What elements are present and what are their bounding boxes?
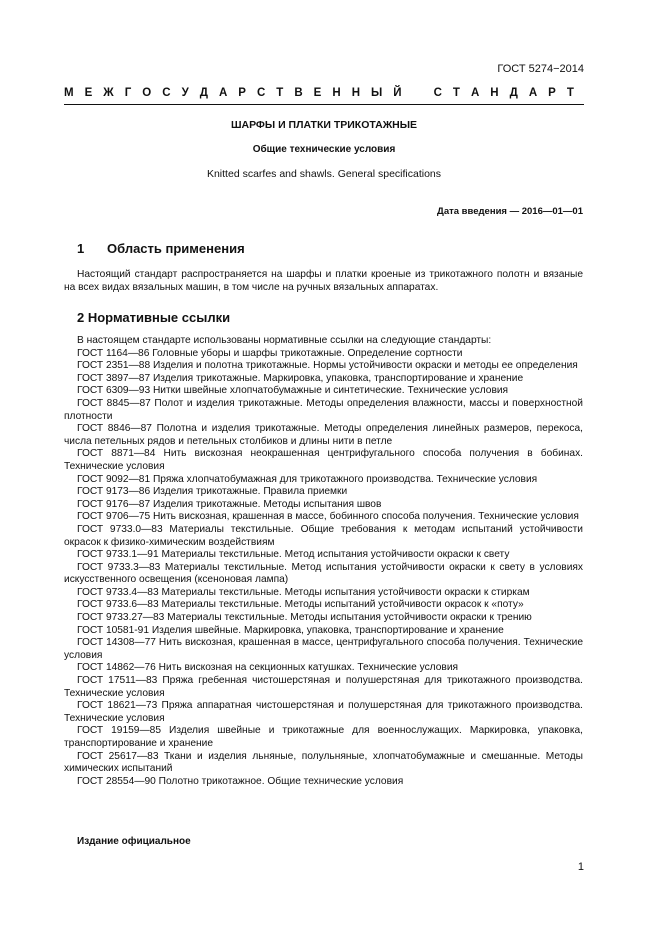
banner-letter: Т: [452, 87, 460, 99]
banner-letter: Т: [566, 87, 574, 99]
banner-letter: Е: [84, 87, 93, 99]
references-intro: В настоящем стандарте использованы нормативные ссылки на следующие стандарты:: [77, 335, 492, 346]
reference-item: ГОСТ 9176—87 Изделия трикотажные. Методы испытания швов: [77, 498, 382, 510]
banner-letter: Д: [509, 87, 518, 99]
reference-item: ГОСТ 14862—76 Нить вискозная на секционных катушках. Технические условия: [77, 662, 459, 674]
banner-letter: Н: [351, 87, 360, 99]
reference-item: ГОСТ 10581-91 Изделия швейные. Маркировка, упаковка, транспортирование и хранение: [77, 624, 504, 636]
banner-letter: У: [181, 87, 189, 99]
banner-letter: Ы: [371, 87, 383, 99]
reference-item: ГОСТ 9733.4—83 Материалы текстильные. Методы испытания устойчивости окраски к стиркам: [77, 586, 530, 598]
reference-item: ГОСТ 3897—87 Изделия трикотажные. Маркировка, упаковка, транспортирование и хранение: [77, 372, 524, 384]
banner-letter: А: [218, 87, 228, 99]
banner-letter: Н: [490, 87, 499, 99]
banner-letter: С: [433, 87, 442, 99]
banner-letter: А: [470, 87, 480, 99]
reference-item: ГОСТ 6309—93 Нитки швейные хлопчатобумажные и синтетические. Технические условия: [77, 385, 509, 397]
section-1-body: [64, 269, 583, 294]
document-subtitle: Общие технические условия: [252, 144, 396, 155]
banner-letter: [413, 87, 423, 99]
reference-item: ГОСТ 17511—83 Пряжа гребенная чистошерстяная и полушерстяная для трикотажного производства. Технические условия: [64, 675, 583, 699]
reference-item: ГОСТ 9173—86 Изделия трикотажные. Правила приемки: [77, 486, 348, 498]
document-code: ГОСТ 5274−2014: [497, 63, 584, 75]
banner-letter: Г: [124, 87, 132, 99]
reference-item: ГОСТ 9733.27—83 Материалы текстильные. Методы испытания устойчивости окраски к трению: [77, 612, 532, 624]
reference-item: ГОСТ 9733.3—83 Материалы текстильные. Метод испытания устойчивости окраски к свету в условиях искусственного освещения (ксеноновая лампа): [64, 561, 583, 586]
document-title: ШАРФЫ И ПЛАТКИ ТРИКОТАЖНЫЕ: [230, 119, 418, 131]
reference-item: ГОСТ 9092—81 Пряжа хлопчатобумажная для трикотажного производства. Технические условия: [77, 473, 538, 485]
reference-item: ГОСТ 19159—85 Изделия швейные и трикотажные для военнослужащих. Маркировка, упаковка, транспортирование и хранение: [64, 725, 583, 749]
edition-note: Издание официальное: [77, 836, 191, 847]
reference-items: [64, 348, 583, 789]
reference-item: ГОСТ 8845—87 Полот и изделия трикотажные. Методы определения влажности, массы и поверхностной плотности: [64, 397, 583, 422]
reference-item: ГОСТ 9706—75 Нить вискозная, крашенная в массе, бобинного способа получения. Технические условия: [77, 511, 579, 523]
reference-item: ГОСТ 9733.0—83 Материалы текстильные. Общие требования к методам испытаний устойчивости окрасок к физико-химическим воздействиям: [64, 523, 583, 548]
reference-item: ГОСТ 28554—90 Полотно трикотажное. Общие технические условия: [77, 775, 404, 787]
banner-letter: В: [294, 87, 303, 99]
banner-letter: С: [256, 87, 266, 99]
reference-item: ГОСТ 9733.1—91 Материалы текстильные. Метод испытания устойчивости окраски к свету: [77, 549, 510, 561]
section-1-title: Область применения: [107, 241, 245, 256]
section-1-heading: [77, 241, 245, 256]
reference-item: ГОСТ 9733.6—83 Материалы текстильные. Методы испытаний устойчивости окрасок к «поту»: [77, 599, 524, 611]
banner-letter: Е: [313, 87, 322, 99]
section-1-number: 1: [77, 241, 85, 256]
reference-item: ГОСТ 14308—77 Нить вискозная, крашенная в массе, центрифугального способа получения. Технические условия: [64, 637, 583, 661]
banner-letter: С: [162, 87, 171, 99]
header-rule: [64, 104, 584, 105]
banner-letter: Р: [238, 87, 246, 99]
banner-letter: Р: [548, 87, 556, 99]
banner-letter: А: [528, 87, 538, 99]
page-number: 1: [577, 861, 584, 873]
introduction-date: Дата введения — 2016—01—01: [437, 206, 583, 217]
banner-letter: Н: [332, 87, 341, 99]
banner-letter: Т: [276, 87, 284, 99]
banner-letter: Ж: [103, 87, 114, 99]
document-title-english: Knitted scarfes and shawls. General specifications: [206, 168, 442, 180]
reference-item: ГОСТ 1164—86 Головные уборы и шарфы трикотажные. Определение сортности: [77, 347, 463, 359]
banner-letter: М: [64, 87, 74, 99]
normative-references-list: [64, 335, 583, 788]
reference-item: ГОСТ 18621—73 Пряжа аппаратная чистошерстяная и полушерстяная для трикотажного производства. Технические условия: [64, 700, 583, 724]
reference-item: ГОСТ 25617—83 Ткани и изделия льняные, полульняные, хлопчатобумажные и смешанные. Методы химических испытаний: [64, 750, 583, 775]
reference-item: ГОСТ 8846—87 Полотна и изделия трикотажные. Методы определения линейных размеров, перекоса, числа петельных рядов и петельных столбиков и длины нити в петле: [64, 423, 583, 447]
banner-letter: Д: [199, 87, 208, 99]
banner-letter: Й: [393, 87, 402, 99]
reference-item: ГОСТ 2351—88 Изделия и полотна трикотажные. Нормы устойчивости окраски и методы ее определения: [77, 360, 578, 372]
section-2-heading: 2 Нормативные ссылки: [77, 310, 231, 325]
section-1-paragraph: Настоящий стандарт распространяется на шарфы и платки кроеные из трикотажного полотн и вязаные на всех видах вязальных машин, в том числе на ручных вязальных аппаратах.: [64, 269, 583, 293]
banner-letter: О: [142, 87, 152, 99]
interstate-standard-banner: [64, 87, 574, 99]
reference-item: ГОСТ 8871—84 Нить вискозная неокрашенная центрифугального способа получения в бобинах. Технические условия: [64, 448, 583, 472]
